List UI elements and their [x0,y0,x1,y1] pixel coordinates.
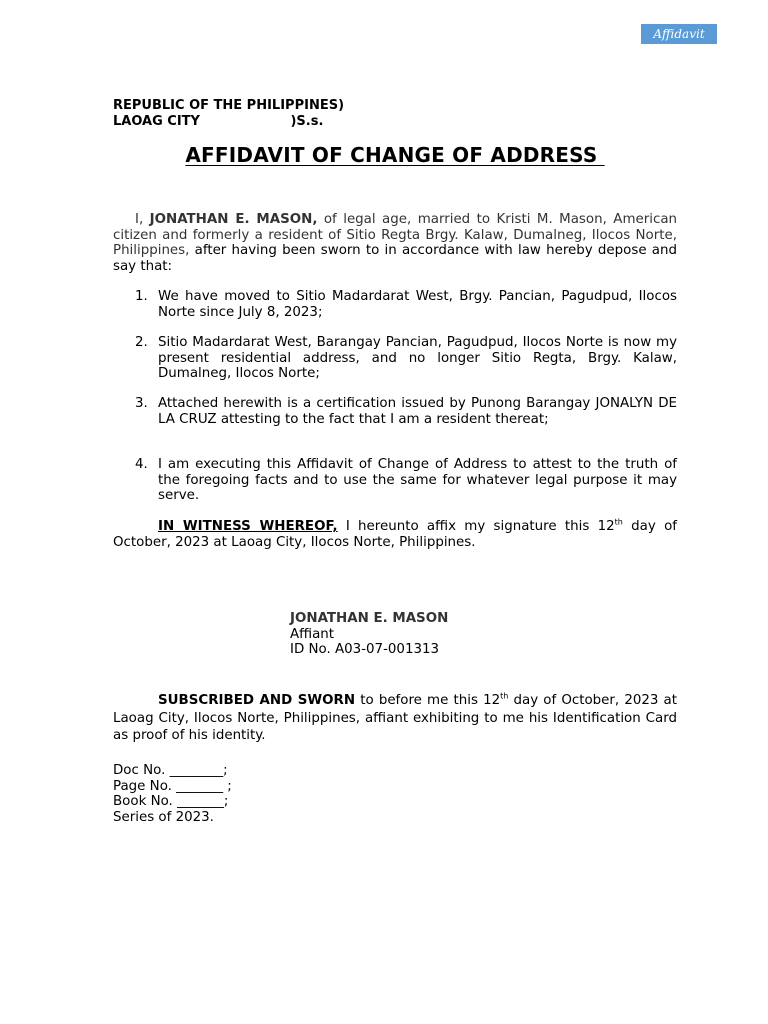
sworn-paragraph [113,692,677,745]
venue-line-republic: REPUBLIC OF THE PHILIPPINES) [113,98,345,113]
signature-block [290,611,448,658]
list-item-text: I am executing this Affidavit of Change of Address to attest to the truth of the foregoing facts and to use the same for whatever legal purpose it may serve. [158,457,677,503]
list-item-number: 2. [135,335,148,350]
statement-list [113,289,677,320]
list-item [113,289,677,320]
affiant-name-inline: JONATHAN E. MASON, [149,212,318,227]
witness-paragraph [113,519,677,550]
statement-list [113,335,677,382]
witness-lead: IN WITNESS WHEREOF, [158,519,338,534]
doc-number: Doc No. ________; [113,763,228,778]
list-item-text: Attached herewith is a certification issued by Punong Barangay JONALYN DE LA CRUZ attesting to the fact that I am a resident thereat; [158,396,677,427]
list-item-text: We have moved to Sitio Madardarat West, Brgy. Pancian, Pagudpud, Ilocos Norte since July 8, 2023; [158,289,677,320]
witness-ordinal: th [614,517,623,527]
list-item-number: 3. [135,396,148,411]
affiant-role: Affiant [290,626,335,642]
sworn-ordinal: th [500,691,509,701]
list-item-text: Sitio Madardarat West, Barangay Pancian, Pagudpud, Ilocos Norte is now my present residential address, and no longer Sitio Regta, Brgy. Kalaw, Dumalneg, Ilocos Norte; [158,335,677,381]
intro-rest: after having been sworn to in accordance with law hereby depose and say that: [113,243,677,274]
list-item [113,335,677,382]
notary-register [113,763,232,825]
witness-text-rest: day of October, 2023 at Laoag City, Ilocos Norte, Philippines. [113,519,677,550]
list-item-number: 4. [135,457,148,472]
affidavit-tag: Affidavit [641,24,717,44]
intro-details: of legal age, married to Kristi M. Mason, American citizen and formerly a resident of Sitio Regta Brgy. Kalaw, Dumalneg, Ilocos Norte, Philippines, [113,212,678,258]
list-item [113,457,677,504]
series-year: Series of 2023. [113,809,214,825]
sworn-text: to before me this 12 [355,693,501,708]
affiant-id: ID No. A03-07-001313 [290,642,440,657]
list-item-number: 1. [135,289,148,304]
intro-lead: I, [135,212,150,227]
statement-list [113,457,677,504]
list-item [113,396,677,427]
witness-text: I hereunto affix my signature this 12 [337,519,615,534]
affiant-name: JONATHAN E. MASON [290,611,449,626]
sworn-lead: SUBSCRIBED AND SWORN [158,693,356,708]
venue-block [113,98,344,129]
intro-paragraph [113,212,677,274]
statement-list [113,396,677,427]
book-number: Book No. _______; [113,794,229,809]
document-title: AFFIDAVIT OF CHANGE OF ADDRESS [185,143,605,167]
venue-line-city: LAOAG CITY )S.s. [113,113,324,129]
sworn-text-rest: day of October, 2023 at Laoag City, Ilocos Norte, Philippines, affiant exhibiting to me his Identification Card as proof of his identity. [113,693,678,743]
page-number: Page No. _______ ; [113,778,232,794]
